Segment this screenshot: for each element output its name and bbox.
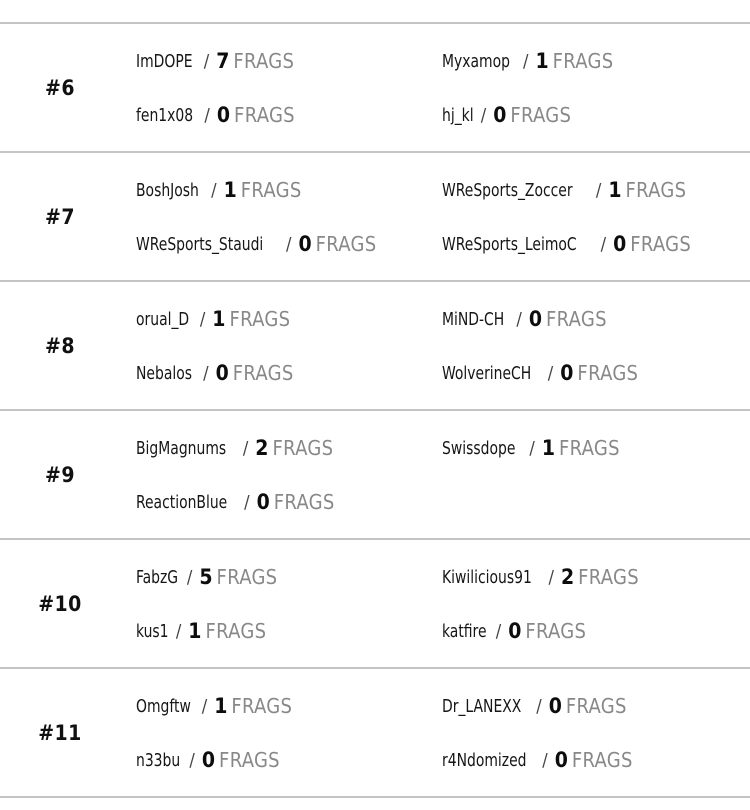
player-name: ReactionBlue <box>136 491 228 513</box>
player-name: BoshJosh <box>136 179 199 201</box>
frags-label: FRAGS <box>578 565 639 589</box>
player-entry <box>136 358 294 388</box>
rank-label: #10 <box>38 591 82 616</box>
frags-label: FRAGS <box>625 178 687 202</box>
frag-count: 0 <box>554 748 568 772</box>
player-entry <box>442 562 639 592</box>
frags-label: FRAGS <box>205 619 267 643</box>
frag-count: 0 <box>215 361 229 385</box>
rank-row <box>0 153 750 282</box>
player-entry <box>442 175 686 205</box>
player-name: orual_D <box>136 308 190 330</box>
frag-count: 2 <box>560 565 575 589</box>
frags-label: FRAGS <box>577 361 639 385</box>
frags-label: FRAGS <box>240 178 302 202</box>
frags-label: FRAGS <box>315 232 377 256</box>
player-entry <box>136 304 290 334</box>
frag-leaderboard <box>0 24 750 798</box>
player-name: n33bu <box>136 749 181 771</box>
frag-count: 1 <box>608 178 622 202</box>
player-name: Kiwilicious91 <box>442 566 532 588</box>
frags-label: FRAGS <box>558 436 620 460</box>
separator: / <box>201 695 208 717</box>
frag-count: 1 <box>535 49 549 73</box>
player-entry <box>136 745 280 775</box>
player-name: MiND-CH <box>442 308 505 330</box>
separator: / <box>523 50 529 72</box>
player-entry <box>442 304 607 334</box>
player-name: BigMagnums <box>136 437 227 459</box>
frags-label: FRAGS <box>232 361 294 385</box>
frag-count: 0 <box>298 232 312 256</box>
frag-count: 0 <box>613 232 627 256</box>
separator: / <box>203 362 209 384</box>
player-entry <box>442 100 571 130</box>
frag-count: 0 <box>216 103 231 127</box>
frags-label: FRAGS <box>546 307 607 331</box>
separator: / <box>286 233 292 255</box>
frags-label: FRAGS <box>216 565 278 589</box>
frags-label: FRAGS <box>510 103 572 127</box>
separator: / <box>189 749 195 771</box>
player-name: fen1x08 <box>136 104 194 126</box>
player-entry <box>136 46 294 76</box>
player-name: ImDOPE <box>136 50 193 72</box>
separator: / <box>203 50 210 72</box>
frag-count: 7 <box>216 49 230 73</box>
rank-label: #8 <box>45 333 75 358</box>
separator: / <box>595 179 602 201</box>
separator: / <box>600 233 607 255</box>
frag-count: 0 <box>201 748 216 772</box>
player-name: WReSports_Staudi <box>136 233 264 255</box>
frag-count: 1 <box>541 436 555 460</box>
player-name: FabzG <box>136 566 179 588</box>
rank-label: #6 <box>45 75 75 100</box>
frags-label: FRAGS <box>233 49 295 73</box>
player-name: kus1 <box>136 620 169 642</box>
player-name: WReSports_LeimoC <box>442 233 577 255</box>
player-entry <box>136 433 333 463</box>
separator: / <box>242 437 249 459</box>
frag-count: 1 <box>223 178 237 202</box>
player-entry <box>442 46 614 76</box>
frag-count: 0 <box>508 619 522 643</box>
separator: / <box>529 437 535 459</box>
player-entry <box>136 616 266 646</box>
rank-label: #7 <box>45 204 75 229</box>
player-name: r4Ndomized <box>442 749 527 771</box>
separator: / <box>175 620 182 642</box>
frags-label: FRAGS <box>630 232 692 256</box>
frag-count: 2 <box>255 436 269 460</box>
player-entry <box>136 487 335 517</box>
player-name: WolverineCH <box>442 362 532 384</box>
frag-count: 0 <box>528 307 543 331</box>
separator: / <box>244 491 250 513</box>
player-entry <box>136 562 277 592</box>
separator: / <box>204 104 210 126</box>
separator: / <box>547 362 554 384</box>
player-name: Nebalos <box>136 362 193 384</box>
player-name: Swissdope <box>442 437 516 459</box>
rank-row <box>0 411 750 540</box>
frag-count: 1 <box>212 307 226 331</box>
frags-label: FRAGS <box>565 694 627 718</box>
rank-label: #9 <box>45 462 75 487</box>
frags-label: FRAGS <box>273 490 335 514</box>
player-entry <box>442 358 638 388</box>
frag-count: 5 <box>199 565 213 589</box>
player-entry <box>442 229 691 259</box>
player-name: WReSports_Zoccer <box>442 179 573 201</box>
frag-count: 1 <box>214 694 228 718</box>
frag-count: 0 <box>560 361 574 385</box>
player-entry <box>136 691 292 721</box>
frags-label: FRAGS <box>229 307 291 331</box>
rank-row <box>0 282 750 411</box>
separator: / <box>211 179 217 201</box>
frags-label: FRAGS <box>231 694 293 718</box>
separator: / <box>186 566 193 588</box>
frag-count: 0 <box>493 103 507 127</box>
frags-label: FRAGS <box>219 748 280 772</box>
frags-label: FRAGS <box>525 619 587 643</box>
player-entry <box>136 229 377 259</box>
frag-count: 0 <box>548 694 562 718</box>
frags-label: FRAGS <box>272 436 334 460</box>
player-name: Omgftw <box>136 695 191 717</box>
player-name: hj_kl <box>442 104 474 126</box>
player-entry <box>442 616 586 646</box>
player-entry <box>442 745 633 775</box>
player-name: katfire <box>442 620 487 642</box>
player-entry <box>442 691 627 721</box>
separator: / <box>542 749 548 771</box>
rank-row <box>0 540 750 669</box>
frag-count: 1 <box>188 619 202 643</box>
rank-label: #11 <box>38 720 82 745</box>
rank-row <box>0 669 750 798</box>
frags-label: FRAGS <box>571 748 633 772</box>
player-name: Myxamop <box>442 50 510 72</box>
frags-label: FRAGS <box>552 49 614 73</box>
frag-count: 0 <box>256 490 270 514</box>
frags-label: FRAGS <box>234 103 295 127</box>
separator: / <box>495 620 502 642</box>
player-entry <box>136 100 295 130</box>
separator: / <box>548 566 554 588</box>
player-entry <box>136 175 302 205</box>
separator: / <box>480 104 487 126</box>
separator: / <box>516 308 522 330</box>
separator: / <box>536 695 542 717</box>
separator: / <box>199 308 206 330</box>
player-entry <box>442 433 620 463</box>
player-name: Dr_LANEXX <box>442 695 522 717</box>
rank-row <box>0 24 750 153</box>
